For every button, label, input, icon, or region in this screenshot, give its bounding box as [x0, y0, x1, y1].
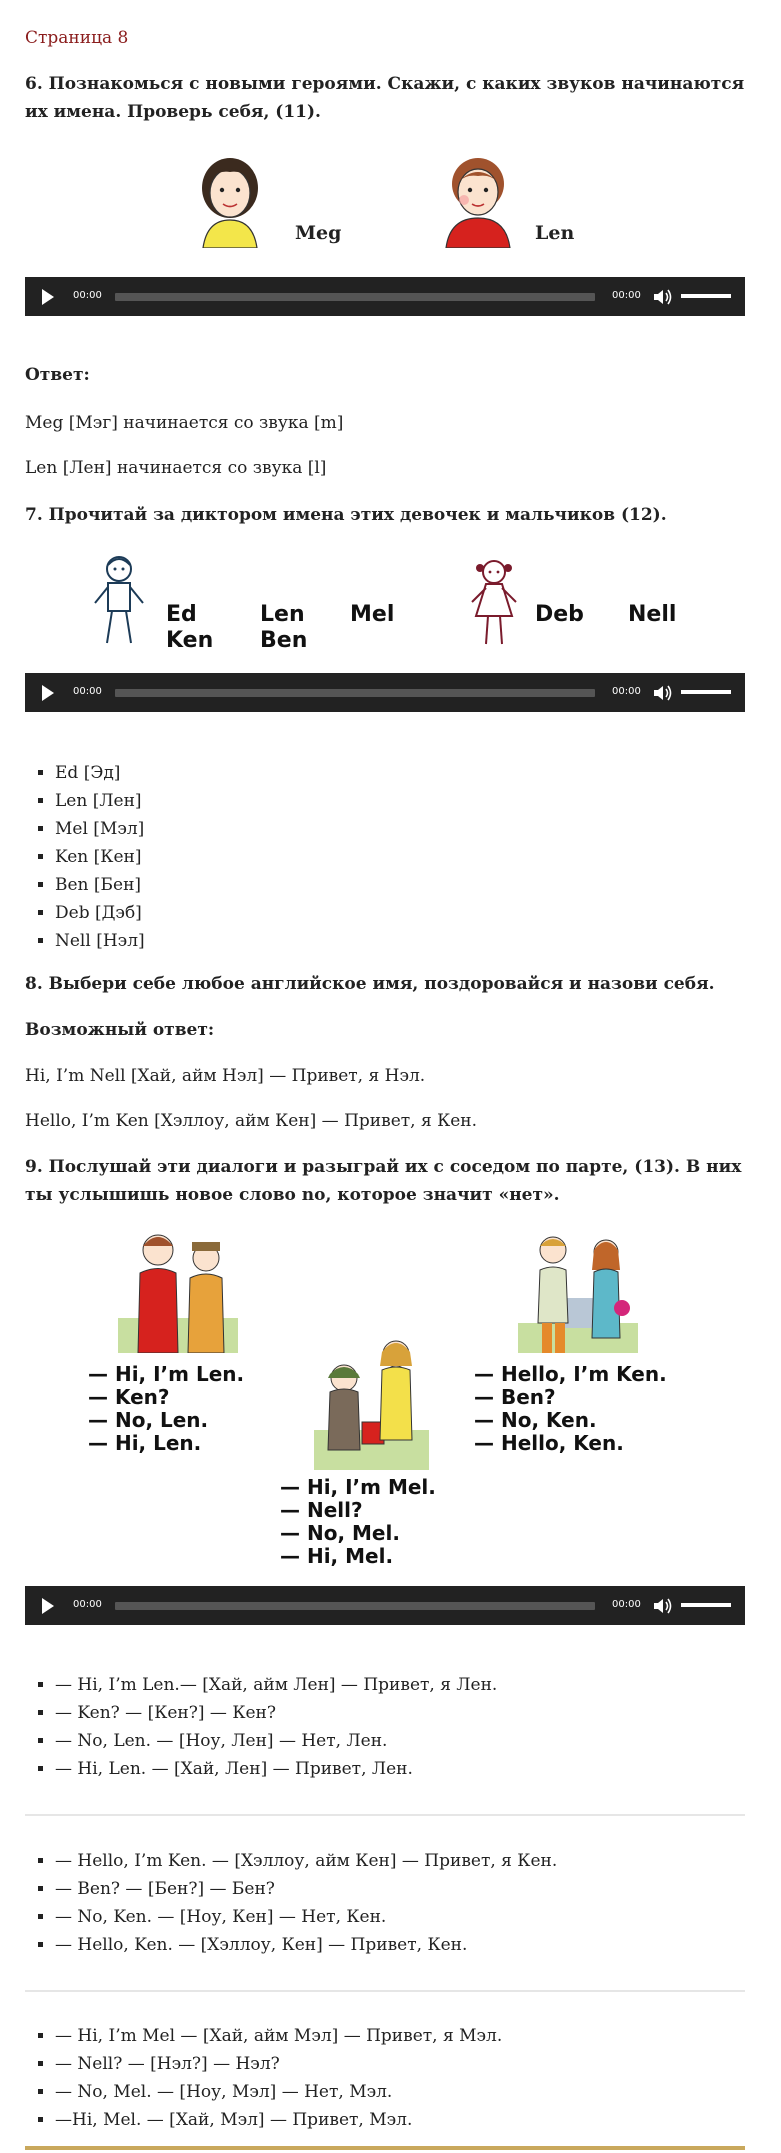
- list-item: ▪ — No, Ken. — [Ноу, Кен] — Нет, Кен.: [55, 1903, 755, 1931]
- boy-stick-figure: [92, 553, 147, 648]
- task9-dialog2-translation: [25, 1847, 755, 1959]
- bottom-border: [25, 2146, 745, 2150]
- dialog-line: — Hi, Len.: [88, 1431, 202, 1455]
- page-label: Страница 8: [25, 28, 129, 48]
- task7-name-list: [25, 759, 755, 955]
- current-time: 00:00: [73, 290, 102, 301]
- task7-heading: 7. Прочитай за диктором имена этих девочек и мальчиков (12).: [25, 505, 667, 525]
- list-item: ▪ — Hi, I’m Mel — [Хай, айм Мэл] — Привет, я Мэл.: [55, 2022, 755, 2050]
- duration: 00:00: [612, 686, 641, 697]
- seek-bar[interactable]: [115, 689, 595, 697]
- separator: [25, 1990, 745, 1992]
- task6-answer-label: Ответ:: [25, 365, 90, 385]
- dialog-line: — Ben?: [474, 1385, 556, 1409]
- list-item: ▪ — Nell? — [Нэл?] — Нэл?: [55, 2050, 755, 2078]
- task8-answer-2: Hello, I’m Ken [Хэллоу, айм Кен] — Привет, я Кен.: [25, 1111, 478, 1131]
- dialog-line: — Hi, I’m Len.: [88, 1362, 245, 1386]
- list-item: ▪ Ken [Кен]: [55, 843, 755, 871]
- meg-illustration: [195, 148, 265, 248]
- seek-bar[interactable]: [115, 1602, 595, 1610]
- task9-dialog1-translation: [25, 1671, 755, 1783]
- task8-answer-1: Hi, I’m Nell [Хай, айм Нэл] — Привет, я Нэл.: [25, 1066, 426, 1086]
- name-mel: Mel: [350, 602, 395, 627]
- task8-heading: 8. Выбери себе любое английское имя, поздоровайся и назови себя.: [25, 974, 715, 994]
- name-ken: Ken: [166, 628, 214, 653]
- name-nell: Nell: [628, 602, 677, 627]
- meg-name: Meg: [295, 222, 342, 244]
- len-name: Len: [535, 222, 575, 244]
- dialog-line: — Hello, Ken.: [474, 1431, 624, 1455]
- list-item: ▪ — Hello, Ken. — [Хэллоу, Кен] — Привет, Кен.: [55, 1931, 755, 1959]
- dialog-line: — Hello, I’m Ken.: [474, 1362, 667, 1386]
- task8-answer-label: Возможный ответ:: [25, 1020, 215, 1040]
- volume-icon[interactable]: [653, 288, 673, 306]
- audio-player-3: [25, 1586, 745, 1625]
- task6-answer-2: Len [Лен] начинается со звука [l]: [25, 458, 327, 478]
- dialog3: [280, 1476, 436, 1568]
- list-item: ▪ Mel [Мэл]: [55, 815, 755, 843]
- task9-dialog3-translation: [25, 2022, 755, 2134]
- list-item: ▪ — No, Mel. — [Ноу, Мэл] — Нет, Мэл.: [55, 2078, 755, 2106]
- dialog2: [474, 1363, 667, 1455]
- dialog-line: — Nell?: [280, 1498, 363, 1522]
- task9-heading: 9. Послушай эти диалоги и разыграй их с соседом по парте, (13). В них ты услышишь новое слово no, которое значит «нет».: [25, 1157, 742, 1205]
- volume-slider[interactable]: [681, 294, 731, 298]
- name-ed: Ed: [166, 602, 197, 627]
- volume-icon[interactable]: [653, 1597, 673, 1615]
- list-item: ▪ Deb [Дэб]: [55, 899, 755, 927]
- seek-bar[interactable]: [115, 293, 595, 301]
- girl-stick-figure: [468, 558, 520, 648]
- volume-icon[interactable]: [653, 684, 673, 702]
- current-time: 00:00: [73, 686, 102, 697]
- task6-answer-1: Meg [Мэг] начинается со звука [m]: [25, 413, 344, 433]
- dialog-line: — Hi, Mel.: [280, 1544, 394, 1568]
- dialog-line: — No, Ken.: [474, 1408, 597, 1432]
- duration: 00:00: [612, 290, 641, 301]
- separator: [25, 1814, 745, 1816]
- list-item: ▪ Ben [Бен]: [55, 871, 755, 899]
- current-time: 00:00: [73, 1599, 102, 1610]
- list-item: ▪ — Hi, Len. — [Хай, Лен] — Привет, Лен.: [55, 1755, 755, 1783]
- audio-player-1: [25, 277, 745, 316]
- dialog3-illustration: [314, 1330, 429, 1470]
- list-item: ▪ — Ken? — [Кен?] — Кен?: [55, 1699, 755, 1727]
- list-item: ▪ Ed [Эд]: [55, 759, 755, 787]
- list-item: ▪ — No, Len. — [Ноу, Лен] — Нет, Лен.: [55, 1727, 755, 1755]
- play-icon[interactable]: [42, 1598, 54, 1614]
- dialog-line: — No, Len.: [88, 1408, 209, 1432]
- list-item: ▪ Len [Лен]: [55, 787, 755, 815]
- play-icon[interactable]: [42, 685, 54, 701]
- dialog1-illustration: [118, 1228, 238, 1353]
- volume-slider[interactable]: [681, 1603, 731, 1607]
- list-item: ▪ — Ben? — [Бен?] — Бен?: [55, 1875, 755, 1903]
- list-item: ▪ — Hi, I’m Len.— [Хай, айм Лен] — Привет, я Лен.: [55, 1671, 755, 1699]
- volume-slider[interactable]: [681, 690, 731, 694]
- name-deb: Deb: [535, 602, 584, 627]
- audio-player-2: [25, 673, 745, 712]
- dialog-line: — Hi, I’m Mel.: [280, 1475, 436, 1499]
- list-item: ▪ —Hi, Mel. — [Хай, Мэл] — Привет, Мэл.: [55, 2106, 755, 2134]
- duration: 00:00: [612, 1599, 641, 1610]
- len-illustration: [440, 148, 515, 248]
- dialog1: [88, 1363, 244, 1455]
- dialog-line: — No, Mel.: [280, 1521, 400, 1545]
- dialog-line: — Ken?: [88, 1385, 170, 1409]
- name-len: Len: [260, 602, 305, 627]
- list-item: ▪ Nell [Нэл]: [55, 927, 755, 955]
- play-icon[interactable]: [42, 289, 54, 305]
- list-item: ▪ — Hello, I’m Ken. — [Хэллоу, айм Кен] — Привет, я Кен.: [55, 1847, 755, 1875]
- task6-heading: 6. Познакомься с новыми героями. Скажи, с каких звуков начинаются их имена. Проверь себя, (11).: [25, 74, 745, 122]
- dialog2-illustration: [518, 1228, 638, 1353]
- name-ben: Ben: [260, 628, 308, 653]
